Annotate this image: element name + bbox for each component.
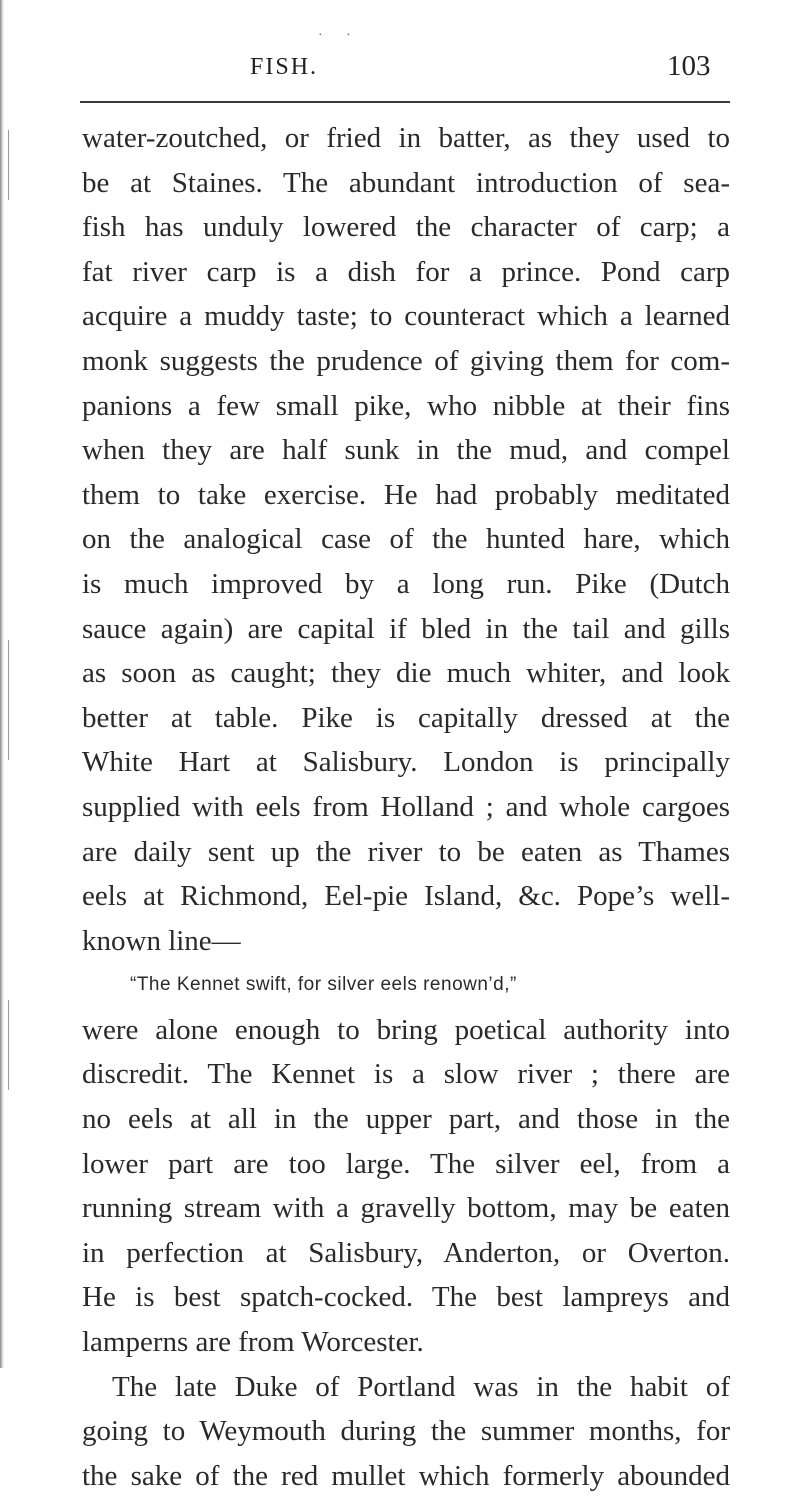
margin-line	[8, 640, 9, 760]
page-edge-shadow	[0, 0, 4, 1368]
text-line: is much improved by a long run. Pike (Dutch	[82, 567, 730, 600]
verse-quotation: “The Kennet swift, for silver eels renown’d,”	[130, 974, 517, 996]
body-text	[82, 116, 730, 1498]
text-line: known line—	[82, 924, 241, 957]
text-line: lamperns are from Worcester.	[82, 1326, 424, 1359]
text-line: better at table. Pike is capitally dressed at the	[82, 701, 730, 734]
text-line: them to take exercise. He had probably meditated	[82, 478, 730, 511]
text-line: are daily sent up the river to be eaten as Thames	[82, 835, 730, 868]
text-line: eels at Richmond, Eel-pie Island, &c. Pope’s well-	[82, 880, 730, 913]
margin-line	[8, 130, 9, 200]
text-line: fish has unduly lowered the character of carp; a	[82, 211, 730, 244]
text-line: in perfection at Salisbury, Anderton, or Overton.	[82, 1236, 730, 1269]
text-line: running stream with a gravelly bottom, may be eaten	[82, 1192, 730, 1225]
running-head: FISH.	[250, 54, 319, 80]
text-line: as soon as caught; they die much whiter, and look	[82, 657, 730, 690]
text-line: discredit. The Kennet is a slow river ; there are	[82, 1058, 730, 1091]
text-line: no eels at all in the upper part, and those in the	[82, 1103, 730, 1136]
top-mark: · ·	[318, 28, 361, 43]
text-line: monk suggests the prudence of giving them for com-	[82, 344, 730, 377]
text-line: acquire a muddy taste; to counteract which a learned	[82, 300, 730, 333]
paragraph-first-line: The late Duke of Portland was in the habit of	[112, 1370, 730, 1403]
text-line: He is best spatch-cocked. The best lampreys and	[82, 1281, 730, 1314]
text-line: supplied with eels from Holland ; and whole cargoes	[82, 790, 730, 823]
text-line: be at Staines. The abundant introduction of sea-	[82, 166, 730, 199]
text-line: lower part are too large. The silver eel, from a	[82, 1147, 730, 1180]
margin-line	[8, 1000, 9, 1090]
text-line: White Hart at Salisbury. London is principally	[82, 746, 730, 779]
text-line: when they are half sunk in the mud, and compel	[82, 434, 730, 467]
text-line: fat river carp is a dish for a prince. Pond carp	[82, 255, 730, 288]
text-line: on the analogical case of the hunted hare, which	[82, 523, 730, 556]
text-line: going to Weymouth during the summer months, for	[82, 1415, 730, 1448]
page-number: 103	[667, 50, 711, 82]
text-line: panions a few small pike, who nibble at their fins	[82, 389, 730, 422]
text-line: water-zoutched, or fried in batter, as they used to	[82, 122, 730, 154]
header-rule	[80, 101, 730, 103]
text-line: were alone enough to bring poetical authority into	[82, 1013, 730, 1046]
text-line: the sake of the red mullet which formerly abounded	[82, 1459, 730, 1492]
text-line: sauce again) are capital if bled in the tail and gills	[82, 612, 730, 645]
